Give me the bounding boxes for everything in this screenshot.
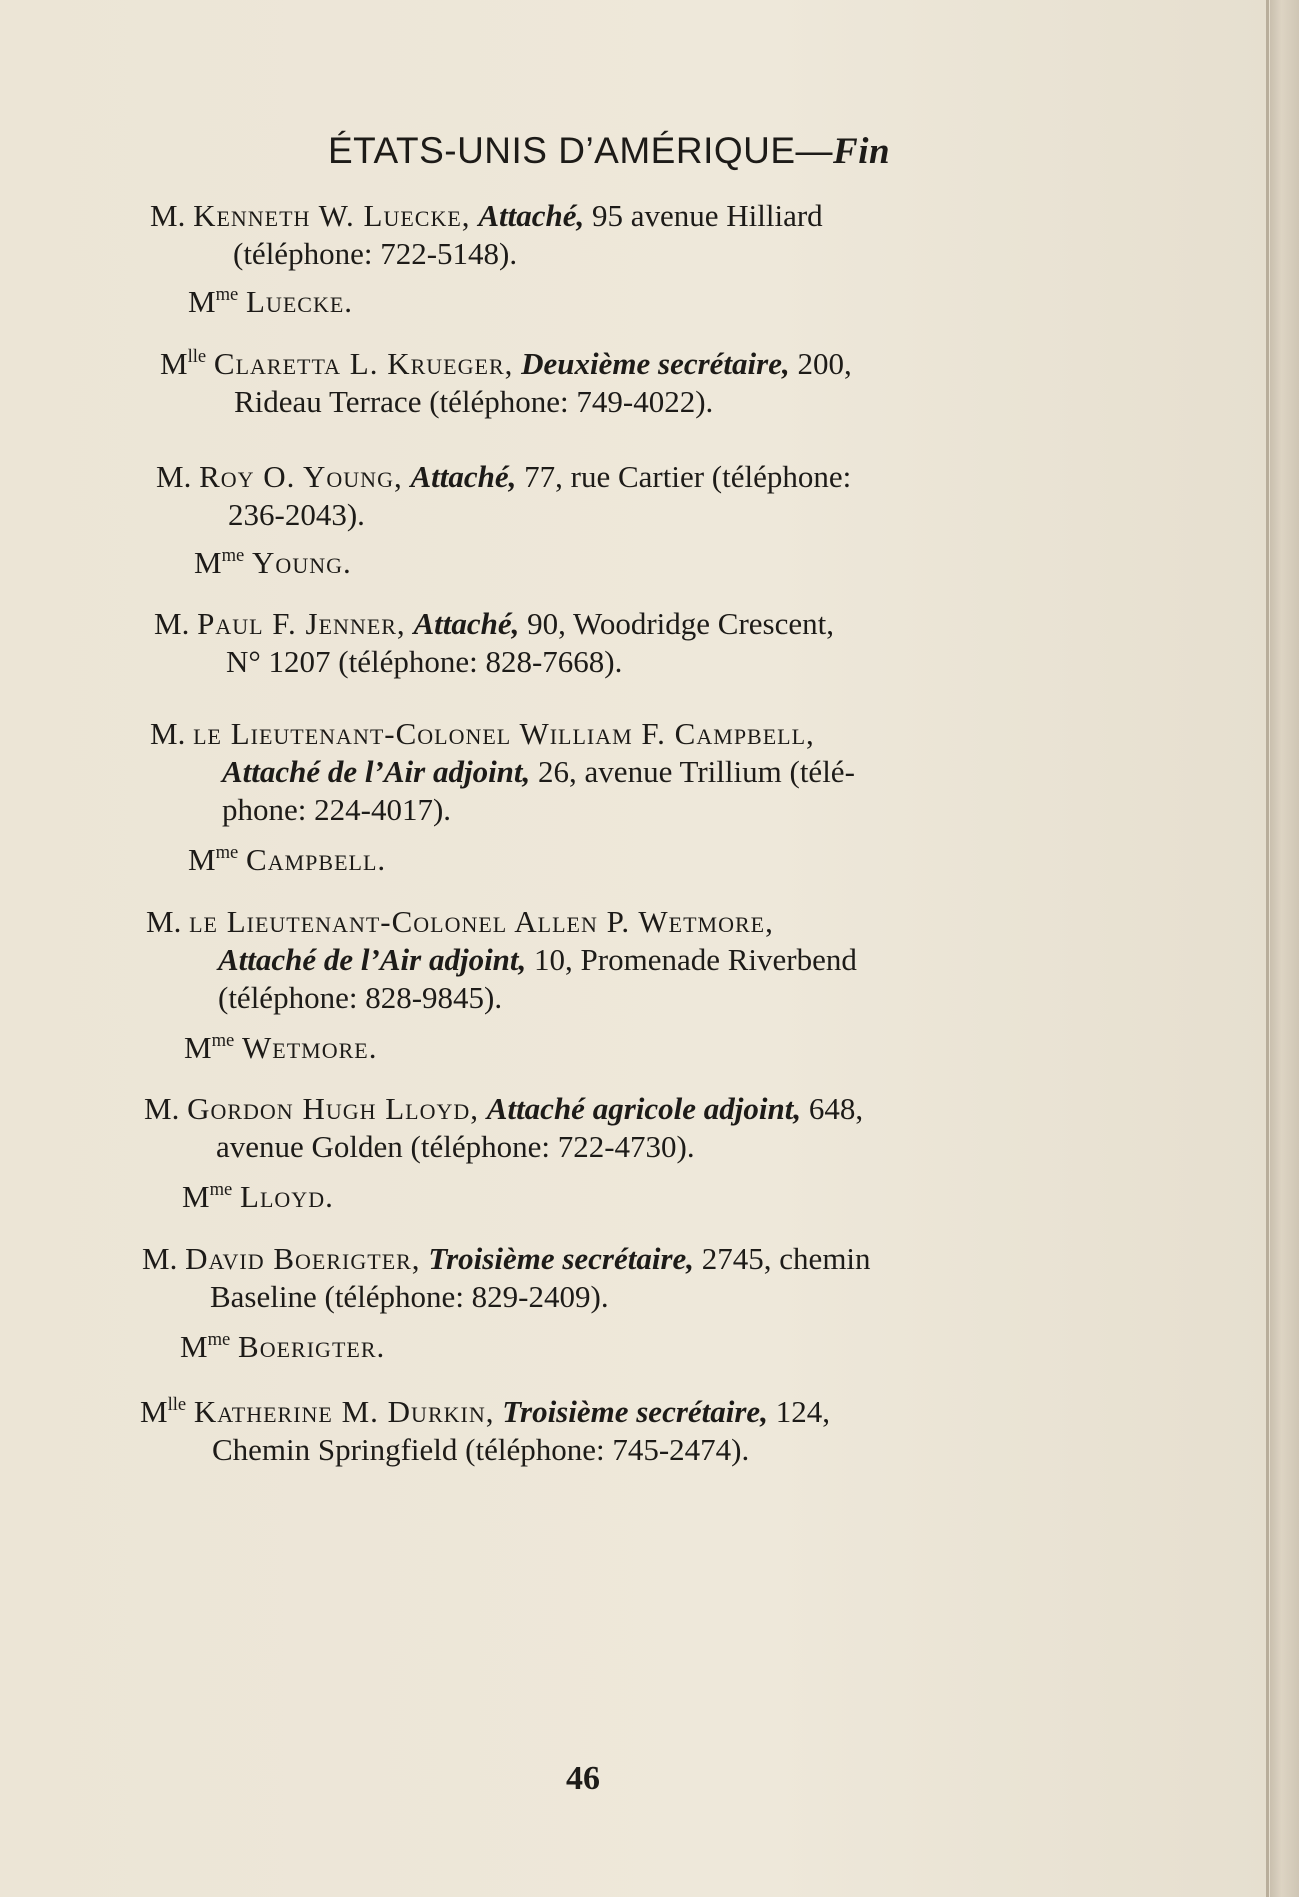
- entry-name: le Lieutenant-Colonel Allen P. Wetmore,: [189, 904, 774, 939]
- entry-line: [154, 605, 1074, 643]
- entry-prefix: M.: [150, 716, 186, 751]
- spouse-name: Lloyd.: [240, 1179, 334, 1214]
- entry-title: Attaché,: [478, 198, 585, 233]
- entry-line: [150, 715, 1070, 753]
- entry-continuation: N° 1207 (téléphone: 828-7668).: [226, 644, 623, 679]
- entry-title: Attaché de l’Air adjoint,: [222, 754, 531, 789]
- spouse-name: Campbell.: [246, 842, 387, 877]
- page-header: [328, 130, 890, 173]
- entry-line: [146, 903, 1066, 941]
- entry-campbell: [150, 715, 1070, 879]
- spouse-prefix-sup: me: [221, 545, 245, 566]
- entry-name: Gordon Hugh Lloyd,: [187, 1091, 480, 1126]
- entry-continuation: Rideau Terrace (téléphone: 749-4022).: [234, 384, 714, 419]
- spouse-line: [142, 1328, 1062, 1366]
- page-gutter: [1266, 0, 1269, 1897]
- spouse-prefix: M: [188, 284, 216, 319]
- entry-name: Claretta L. Krueger,: [213, 346, 514, 381]
- entry-address: 200,: [797, 346, 852, 381]
- entry-continuation: avenue Golden (téléphone: 722-4730).: [216, 1129, 695, 1164]
- entry-continuation: [146, 941, 1066, 979]
- entry-lloyd: [144, 1090, 1064, 1216]
- entry-continuation: [150, 753, 1070, 791]
- entry-prefix: M: [140, 1394, 168, 1429]
- spouse-prefix: M: [188, 842, 216, 877]
- entry-continuation-2: (téléphone: 828-9845).: [218, 980, 503, 1015]
- entry-prefix: M.: [156, 459, 192, 494]
- entry-address: 26, avenue Trillium (télé-: [538, 754, 855, 789]
- spouse-line: [150, 283, 1070, 321]
- entry-line: [150, 197, 1070, 235]
- header-suffix: Fin: [833, 131, 891, 172]
- entry-continuation: (téléphone: 722-5148).: [233, 236, 518, 271]
- entry-continuation: Baseline (téléphone: 829-2409).: [210, 1279, 609, 1314]
- spouse-prefix: M: [184, 1030, 212, 1065]
- entry-prefix: M.: [150, 198, 186, 233]
- entry-prefix: M.: [144, 1091, 180, 1126]
- entry-title: Attaché de l’Air adjoint,: [218, 942, 527, 977]
- entry-address: 95 avenue Hilliard: [591, 198, 823, 233]
- entry-prefix: M.: [146, 904, 182, 939]
- spouse-line: [144, 1178, 1064, 1216]
- entry-krueger: [160, 345, 1080, 421]
- entry-title: Attaché,: [413, 606, 520, 641]
- spouse-prefix-sup: me: [209, 1179, 233, 1200]
- entry-line: [144, 1090, 1064, 1128]
- entry-address: 90, Woodridge Crescent,: [527, 606, 834, 641]
- entry-name: le Lieutenant-Colonel William F. Campbell,: [193, 716, 815, 751]
- entry-title: Attaché,: [410, 459, 517, 494]
- entry-young: [156, 458, 1076, 582]
- entry-wetmore: [146, 903, 1066, 1067]
- spouse-prefix-sup: me: [207, 1329, 231, 1350]
- entry-address: 648,: [808, 1091, 864, 1126]
- entry-title: Attaché agricole adjoint,: [486, 1091, 802, 1126]
- spouse-name: Luecke.: [246, 284, 354, 319]
- spouse-prefix-sup: me: [215, 842, 239, 863]
- spouse-line: [146, 1029, 1066, 1067]
- entry-name: Kenneth W. Luecke,: [193, 198, 471, 233]
- entry-jenner: [154, 605, 1074, 681]
- entry-line: [160, 345, 1080, 383]
- entry-address: 2745, chemin: [701, 1241, 871, 1276]
- spouse-line: [150, 841, 1070, 879]
- spouse-prefix-sup: me: [215, 284, 239, 305]
- spouse-line: [156, 544, 1076, 582]
- spouse-prefix-sup: me: [211, 1030, 235, 1051]
- entry-title: Deuxième secrétaire,: [521, 346, 790, 381]
- entry-durkin: [140, 1393, 1060, 1469]
- spouse-name: Wetmore.: [242, 1030, 378, 1065]
- spouse-prefix: M: [194, 545, 222, 580]
- entry-name: Paul F. Jenner,: [197, 606, 406, 641]
- entry-address: 10, Promenade Riverbend: [534, 942, 857, 977]
- entry-luecke: [150, 197, 1070, 321]
- entry-address: 124,: [775, 1394, 830, 1429]
- spouse-name: Boerigter.: [238, 1329, 386, 1364]
- entry-continuation: Chemin Springfield (téléphone: 745-2474).: [212, 1432, 750, 1467]
- page-edge: [1270, 0, 1299, 1897]
- entry-name: David Boerigter,: [185, 1241, 421, 1276]
- spouse-prefix: M: [182, 1179, 210, 1214]
- entry-prefix-sup: lle: [187, 346, 207, 367]
- entry-continuation-2: phone: 224-4017).: [222, 792, 452, 827]
- entry-line: [142, 1240, 1062, 1278]
- entry-line: [140, 1393, 1060, 1431]
- entry-boerigter: [142, 1240, 1062, 1366]
- entry-title: Troisième secrétaire,: [502, 1394, 768, 1429]
- entry-prefix: M: [160, 346, 188, 381]
- entry-continuation: 236-2043).: [228, 497, 365, 532]
- entry-prefix: M.: [142, 1241, 178, 1276]
- page-number: 46: [566, 1760, 600, 1797]
- entry-name: Katherine M. Durkin,: [193, 1394, 495, 1429]
- entry-title: Troisième secrétaire,: [428, 1241, 695, 1276]
- entry-prefix: M.: [154, 606, 190, 641]
- entry-prefix-sup: lle: [167, 1394, 187, 1415]
- spouse-prefix: M: [180, 1329, 208, 1364]
- entry-line: [156, 458, 1076, 496]
- entry-name: Roy O. Young,: [199, 459, 403, 494]
- spouse-name: Young.: [252, 545, 352, 580]
- header-title: ÉTATS-UNIS D’AMÉRIQUE—: [328, 130, 834, 171]
- entry-address: 77, rue Cartier (téléphone:: [524, 459, 852, 494]
